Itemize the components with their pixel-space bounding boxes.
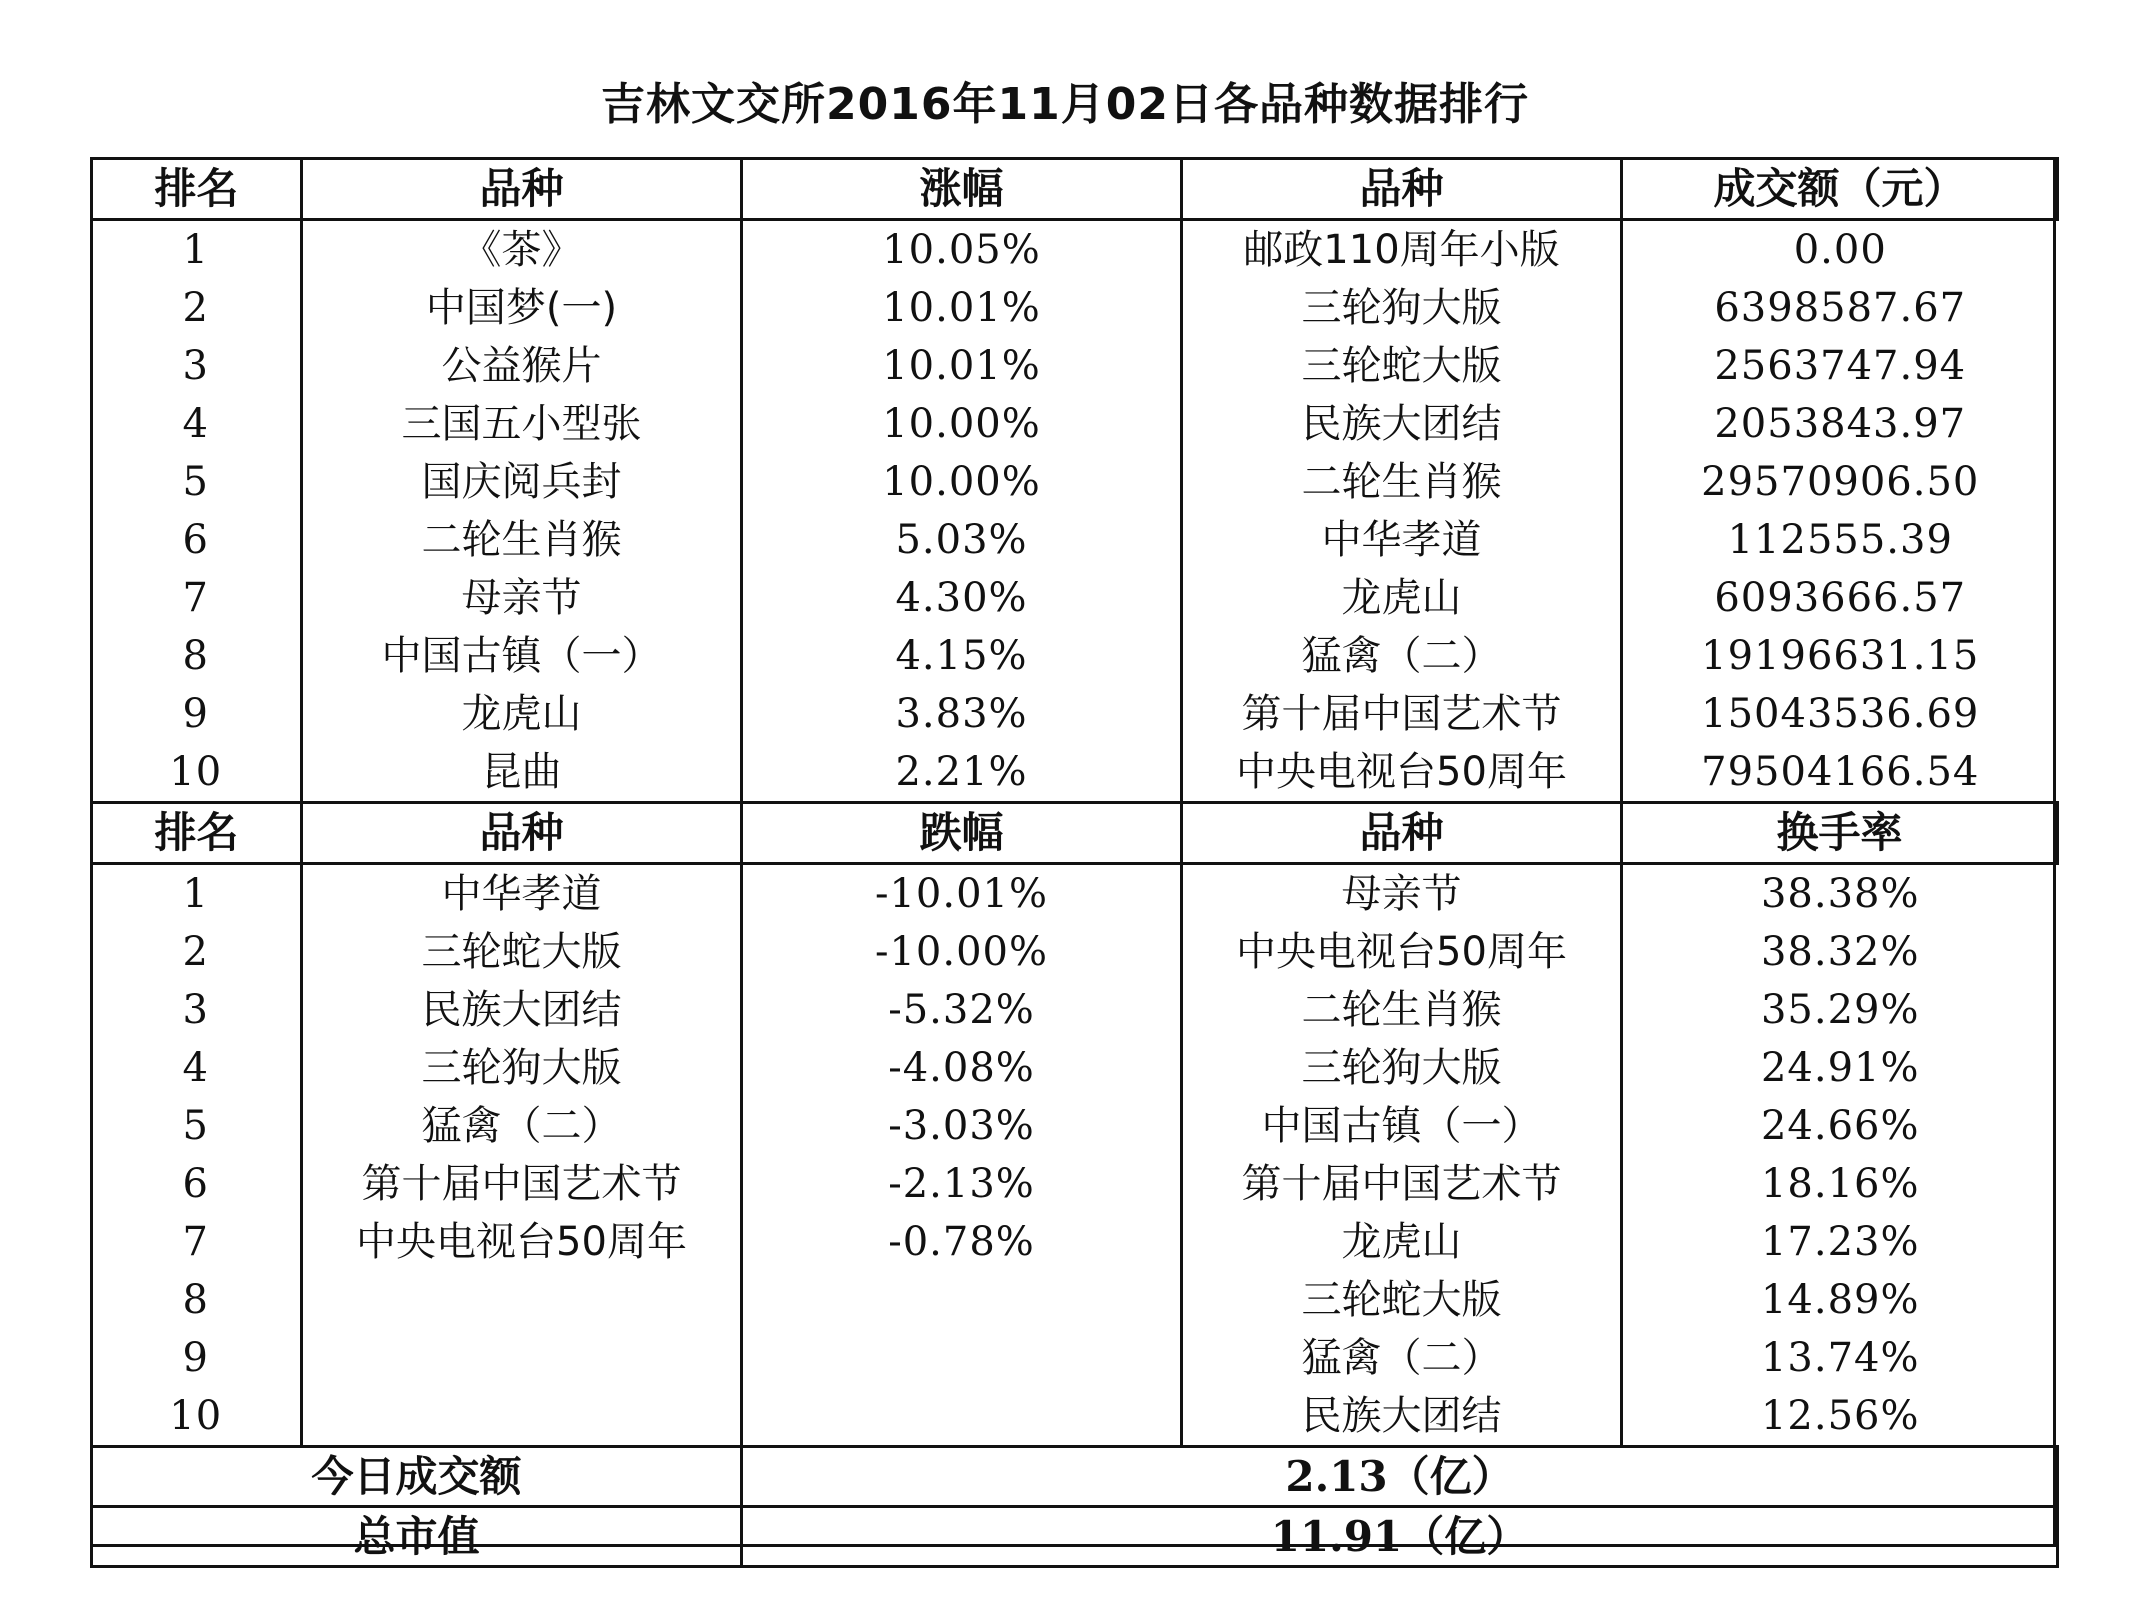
gain-name-cell: 《茶》 bbox=[302, 220, 742, 280]
rate-name-cell: 第十届中国艺术节 bbox=[1182, 1155, 1622, 1213]
rate-value-cell: 12.56% bbox=[1760, 1393, 1920, 1439]
turnover-value-cell: 112555.39 bbox=[1727, 517, 1953, 563]
gain-name-cell: 三国五小型张 bbox=[302, 395, 742, 453]
gain-value-cell: 4.30% bbox=[742, 569, 1182, 627]
turnover-name-cell: 三轮狗大版 bbox=[1182, 279, 1622, 337]
table-frame bbox=[90, 157, 2056, 1547]
header-loss: 跌幅 bbox=[742, 803, 1182, 864]
gain-value-cell: 10.01% bbox=[742, 337, 1182, 395]
rank-cell: 5 bbox=[92, 1097, 302, 1155]
gain-name-cell: 二轮生肖猴 bbox=[302, 511, 742, 569]
rank-cell: 6 bbox=[92, 511, 302, 569]
page-title: 吉林文交所2016年11月02日各品种数据排行 bbox=[601, 79, 1529, 130]
rank-cell: 9 bbox=[92, 685, 302, 743]
loss-value-cell: -3.03% bbox=[742, 1097, 1182, 1155]
rate-name-cell: 龙虎山 bbox=[1182, 1213, 1622, 1271]
rate-value-cell: 38.32% bbox=[1760, 929, 1920, 975]
gain-name-cell: 中国梦(一) bbox=[302, 279, 742, 337]
gain-name-cell: 国庆阅兵封 bbox=[302, 453, 742, 511]
header-gain: 涨幅 bbox=[742, 159, 1182, 220]
header-rank: 排名 bbox=[92, 159, 302, 220]
gain-name-cell: 公益猴片 bbox=[302, 337, 742, 395]
rank-cell: 3 bbox=[92, 981, 302, 1039]
gain-value-cell: 10.00% bbox=[742, 453, 1182, 511]
gain-value-cell: 10.05% bbox=[742, 220, 1182, 280]
rank-cell: 2 bbox=[92, 279, 302, 337]
header-rate-name: 品种 bbox=[1182, 803, 1622, 864]
header-rank: 排名 bbox=[92, 803, 302, 864]
gain-value-cell: 5.03% bbox=[742, 511, 1182, 569]
rate-name-cell: 猛禽（二） bbox=[1182, 1329, 1622, 1387]
turnover-name-cell: 民族大团结 bbox=[1182, 395, 1622, 453]
rate-value-cell: 35.29% bbox=[1760, 987, 1920, 1033]
loss-value-cell: -2.13% bbox=[742, 1155, 1182, 1213]
turnover-value-cell: 29570906.50 bbox=[1701, 459, 1980, 505]
rate-name-cell: 三轮狗大版 bbox=[1182, 1039, 1622, 1097]
turnover-name-cell: 二轮生肖猴 bbox=[1182, 453, 1622, 511]
rank-cell: 10 bbox=[92, 1387, 302, 1447]
turnover-value-cell: 2563747.94 bbox=[1714, 343, 1967, 389]
rank-cell: 4 bbox=[92, 395, 302, 453]
today-volume-label: 今日成交额 bbox=[92, 1447, 742, 1507]
header-turnover-name: 品种 bbox=[1182, 159, 1622, 220]
turnover-name-cell: 猛禽（二） bbox=[1182, 627, 1622, 685]
loss-name-cell: 民族大团结 bbox=[302, 981, 742, 1039]
gain-name-cell: 龙虎山 bbox=[302, 685, 742, 743]
gain-value-cell: 10.00% bbox=[742, 395, 1182, 453]
rank-cell: 9 bbox=[92, 1329, 302, 1387]
rank-cell: 7 bbox=[92, 1213, 302, 1271]
loss-value-cell: -5.32% bbox=[742, 981, 1182, 1039]
rate-value-cell: 24.66% bbox=[1760, 1103, 1920, 1149]
rank-cell: 8 bbox=[92, 1271, 302, 1329]
rate-name-cell: 三轮蛇大版 bbox=[1182, 1271, 1622, 1329]
rate-name-cell: 母亲节 bbox=[1182, 864, 1622, 924]
rank-cell: 10 bbox=[92, 743, 302, 803]
gain-name-cell: 中国古镇（一） bbox=[302, 627, 742, 685]
loss-name-cell: 猛禽（二） bbox=[302, 1097, 742, 1155]
rate-value-cell: 24.91% bbox=[1760, 1045, 1920, 1091]
loss-value-cell: -10.01% bbox=[742, 864, 1182, 924]
gain-value-cell: 2.21% bbox=[742, 743, 1182, 803]
rank-cell: 8 bbox=[92, 627, 302, 685]
rank-cell: 6 bbox=[92, 1155, 302, 1213]
rank-cell: 1 bbox=[92, 864, 302, 924]
rate-name-cell: 中央电视台50周年 bbox=[1182, 923, 1622, 981]
rank-cell: 2 bbox=[92, 923, 302, 981]
header-rate: 换手率 bbox=[1622, 803, 2058, 864]
header-turnover: 成交额（元） bbox=[1622, 159, 2058, 220]
loss-value-cell: -10.00% bbox=[742, 923, 1182, 981]
turnover-value-cell: 15043536.69 bbox=[1701, 691, 1980, 737]
rank-cell: 5 bbox=[92, 453, 302, 511]
turnover-name-cell: 中华孝道 bbox=[1182, 511, 1622, 569]
header-loss-name: 品种 bbox=[302, 803, 742, 864]
market-cap-value: 11.91（亿） bbox=[742, 1507, 2058, 1567]
rate-value-cell: 38.38% bbox=[1760, 871, 1920, 917]
loss-name-cell: 中央电视台50周年 bbox=[302, 1213, 742, 1271]
market-cap-label: 总市值 bbox=[92, 1507, 742, 1567]
turnover-value-cell: 2053843.97 bbox=[1714, 401, 1967, 447]
turnover-name-cell: 第十届中国艺术节 bbox=[1182, 685, 1622, 743]
gain-value-cell: 4.15% bbox=[742, 627, 1182, 685]
turnover-value-cell: 19196631.15 bbox=[1701, 633, 1980, 679]
turnover-value-cell: 6398587.67 bbox=[1714, 285, 1967, 331]
today-volume-value: 2.13（亿） bbox=[742, 1447, 2058, 1507]
turnover-name-cell: 龙虎山 bbox=[1182, 569, 1622, 627]
rank-cell: 3 bbox=[92, 337, 302, 395]
rate-name-cell: 民族大团结 bbox=[1182, 1387, 1622, 1447]
rank-cell: 1 bbox=[92, 220, 302, 280]
rate-value-cell: 13.74% bbox=[1760, 1335, 1920, 1381]
rate-value-cell: 18.16% bbox=[1760, 1161, 1920, 1207]
rank-cell: 7 bbox=[92, 569, 302, 627]
header-gain-name: 品种 bbox=[302, 159, 742, 220]
gain-name-cell: 昆曲 bbox=[302, 743, 742, 803]
turnover-value-cell: 6093666.57 bbox=[1714, 575, 1967, 621]
loss-name-cell: 第十届中国艺术节 bbox=[302, 1155, 742, 1213]
rate-value-cell: 14.89% bbox=[1760, 1277, 1920, 1323]
turnover-name-cell: 三轮蛇大版 bbox=[1182, 337, 1622, 395]
rate-name-cell: 中国古镇（一） bbox=[1182, 1097, 1622, 1155]
loss-name-cell: 中华孝道 bbox=[302, 864, 742, 924]
loss-value-cell: -0.78% bbox=[742, 1213, 1182, 1271]
loss-name-cell: 三轮蛇大版 bbox=[302, 923, 742, 981]
rank-cell: 4 bbox=[92, 1039, 302, 1097]
gain-name-cell: 母亲节 bbox=[302, 569, 742, 627]
gain-value-cell: 10.01% bbox=[742, 279, 1182, 337]
loss-name-cell: 三轮狗大版 bbox=[302, 1039, 742, 1097]
turnover-name-cell: 邮政110周年小版 bbox=[1182, 220, 1622, 280]
turnover-value-cell: 79504166.54 bbox=[1701, 749, 1980, 795]
turnover-name-cell: 中央电视台50周年 bbox=[1182, 743, 1622, 803]
rate-name-cell: 二轮生肖猴 bbox=[1182, 981, 1622, 1039]
loss-value-cell: -4.08% bbox=[742, 1039, 1182, 1097]
gain-value-cell: 3.83% bbox=[742, 685, 1182, 743]
rate-value-cell: 17.23% bbox=[1760, 1219, 1920, 1265]
turnover-value-cell: 0.00 bbox=[1793, 227, 1887, 273]
